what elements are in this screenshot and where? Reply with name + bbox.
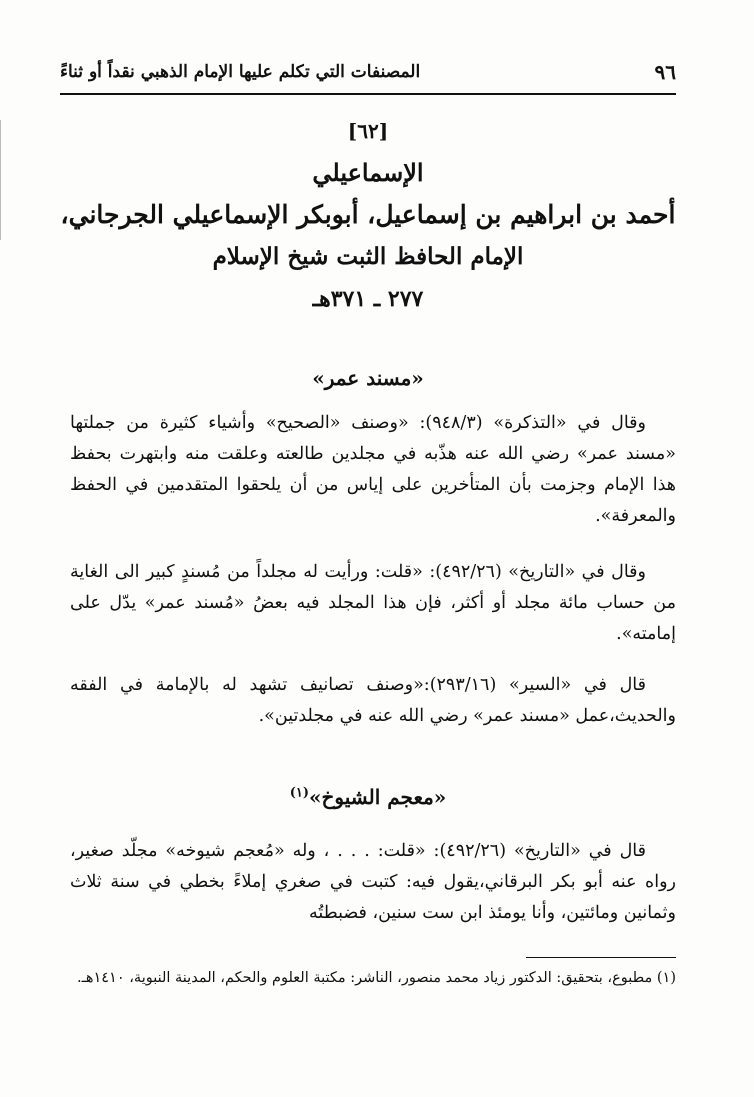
paragraph: قال في «التاريخ» (٤٩٢/٢٦): «قلت: . . . ، وله «مُعجم شيوخه» مجلّد صغير، رواه عنه أبو بكر البرقاني،يقول فيه: كتبت في صغري إملاءً بخطي في سنة ثلاث وثمانين ومائتين، وأنا يومئذ ابن ست سنين، فضبطتُه bbox=[70, 841, 676, 923]
paragraph: قال في «السير» (٢٩٣/١٦):«وصنف تصانيف تشهد له بالإمامة في الفقه والحديث،عمل «مسند عمر» رضي الله عنه في مجلدتين». bbox=[70, 675, 676, 726]
paragraph: وقال في «التذكرة» (٩٤٨/٣): «وصنف «الصحيح» وأشياء كثيرة من جملتها «مسند عمر» رضي الله عنه هذّبه في مجلدين طالعته وعلقت منه وابتهرت بحفظ هذا الإمام وجزمت بأن المتأخرين على إياس من أن يلحقوا المتقدمين في الحفظ والمعرفة». bbox=[70, 413, 676, 526]
footnote: (١) مطبوع، بتحقيق: الدكتور زياد محمد منصور، الناشر: مكتبة العلوم والحكم، المدينة النبوية، ١٤١٠هـ. bbox=[76, 970, 676, 986]
section-title-musnad-umar: «مسند عمر» bbox=[312, 366, 424, 390]
footnote-marker: (١) bbox=[289, 785, 309, 801]
footnote-divider bbox=[526, 957, 676, 958]
running-header bbox=[60, 52, 676, 92]
section-title-mujam-shuyukh bbox=[60, 785, 676, 809]
page-number: ٩٦ bbox=[654, 60, 676, 84]
entry-heading bbox=[60, 110, 676, 320]
entry-epithet: الإمام الحافظ الثبت شيخ الإسلام bbox=[212, 243, 524, 270]
entry-nisba: الإسماعيلي bbox=[312, 158, 424, 187]
header-divider bbox=[60, 93, 676, 95]
entry-number: [٦٢] bbox=[347, 119, 389, 143]
section-title-text: «معجم الشيوخ» bbox=[308, 785, 447, 809]
paragraph: وقال في «التاريخ» (٤٩٢/٢٦): «قلت: ورأيت له مجلداً من مُسندٍ كبير الى الغاية من حساب مائة مجلد أو أكثر، فإن هذا المجلد فيه بعضُ «مُسند عمر» يدّل على إمامته». bbox=[70, 562, 676, 644]
entry-dates: ٢٧٧ ـ ٣٧١هـ bbox=[312, 286, 424, 312]
scan-edge-mark bbox=[0, 120, 4, 240]
entry-full-name: أحمد بن ابراهيم بن إسماعيل، أبوبكر الإسماعيلي الجرجاني، bbox=[60, 200, 676, 229]
running-title: المصنفات التي تكلم عليها الإمام الذهبي نقداً أو ثناءً bbox=[60, 62, 421, 82]
